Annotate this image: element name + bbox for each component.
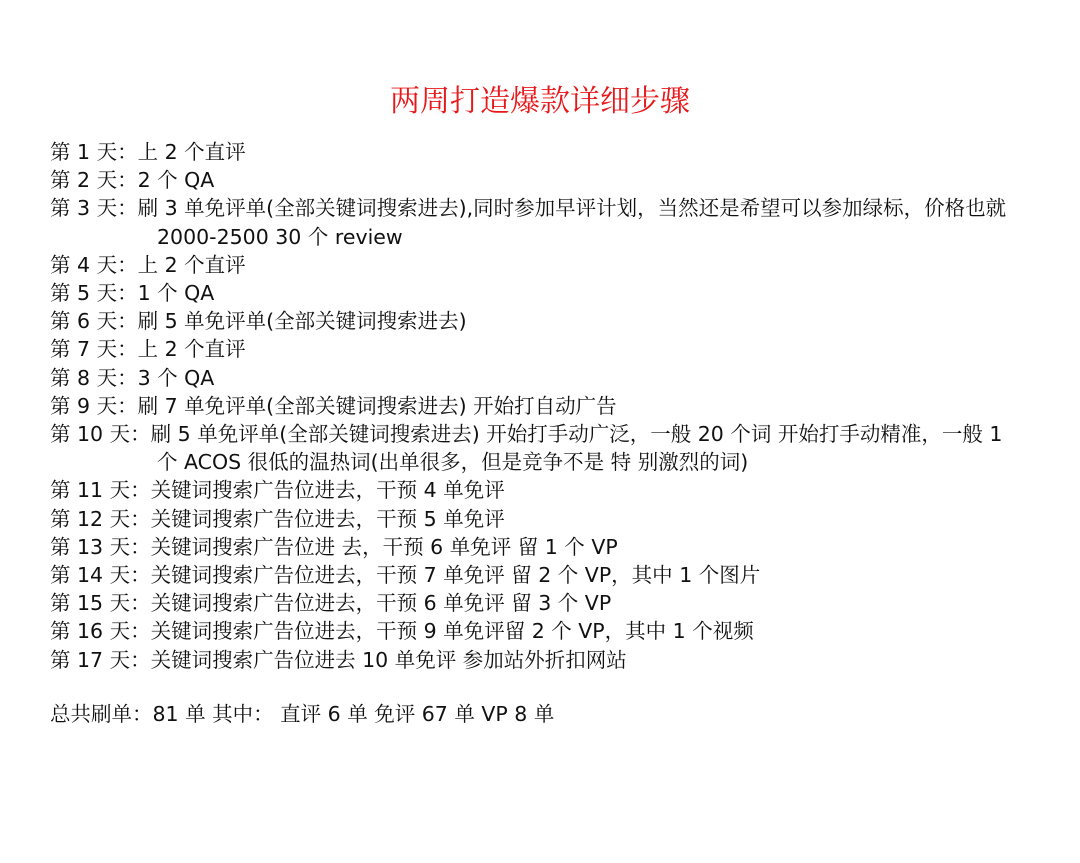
- step-day-5: 第 5 天：1 个 QA: [50, 281, 215, 306]
- summary-line: 总共刷单：81 单 其中： 直评 6 单 免评 67 单 VP 8 单: [50, 702, 555, 726]
- step-day-14: 第 14 天：关键词搜索广告位进去，干预 7 单免评 留 2 个 VP，其中 1 个图片: [50, 563, 761, 588]
- step-day-3-continued: 2000-2500 30 个 review: [157, 224, 403, 249]
- step-day-3: 第 3 天：刷 3 单免评单(全部关键词搜索进去),同时参加早评计划，当然还是希望可以参加绿标，价格也就: [50, 196, 1007, 221]
- step-day-2: 第 2 天：2 个 QA: [50, 168, 215, 193]
- step-day-12: 第 12 天：关键词搜索广告位进去，干预 5 单免评: [50, 506, 505, 531]
- steps-list: [50, 138, 1060, 674]
- step-day-13: 第 13 天：关键词搜索广告位进 去，干预 6 单免评 留 1 个 VP: [50, 534, 618, 559]
- step-day-10: 第 10 天：刷 5 单免评单(全部关键词搜索进去) 开始打手动广泛，一般 20 个词 开始打手动精准，一般 1: [50, 422, 1003, 447]
- step-day-1: 第 1 天：上 2 个直评: [50, 140, 246, 164]
- step-day-16: 第 16 天：关键词搜索广告位进去，干预 9 单免评留 2 个 VP，其中 1 个视频: [50, 619, 754, 644]
- step-day-4: 第 4 天：上 2 个直评: [50, 252, 246, 277]
- step-day-10-continued: 个 ACOS 很低的温热词(出单很多，但是竞争不是 特 别激烈的词): [157, 450, 749, 475]
- step-day-11: 第 11 天：关键词搜索广告位进去，干预 4 单免评: [50, 478, 505, 503]
- step-day-6: 第 6 天：刷 5 单免评单(全部关键词搜索进去): [50, 309, 467, 334]
- step-day-7: 第 7 天：上 2 个直评: [50, 337, 246, 362]
- step-day-8: 第 8 天：3 个 QA: [50, 365, 215, 390]
- step-day-15: 第 15 天：关键词搜索广告位进去，干预 6 单免评 留 3 个 VP: [50, 591, 612, 616]
- step-day-17: 第 17 天：关键词搜索广告位进去 10 单免评 参加站外折扣网站: [50, 647, 627, 672]
- document-title: 两周打造爆款详细步骤: [390, 84, 690, 119]
- step-day-9: 第 9 天：刷 7 单免评单(全部关键词搜索进去) 开始打自动广告: [50, 393, 617, 418]
